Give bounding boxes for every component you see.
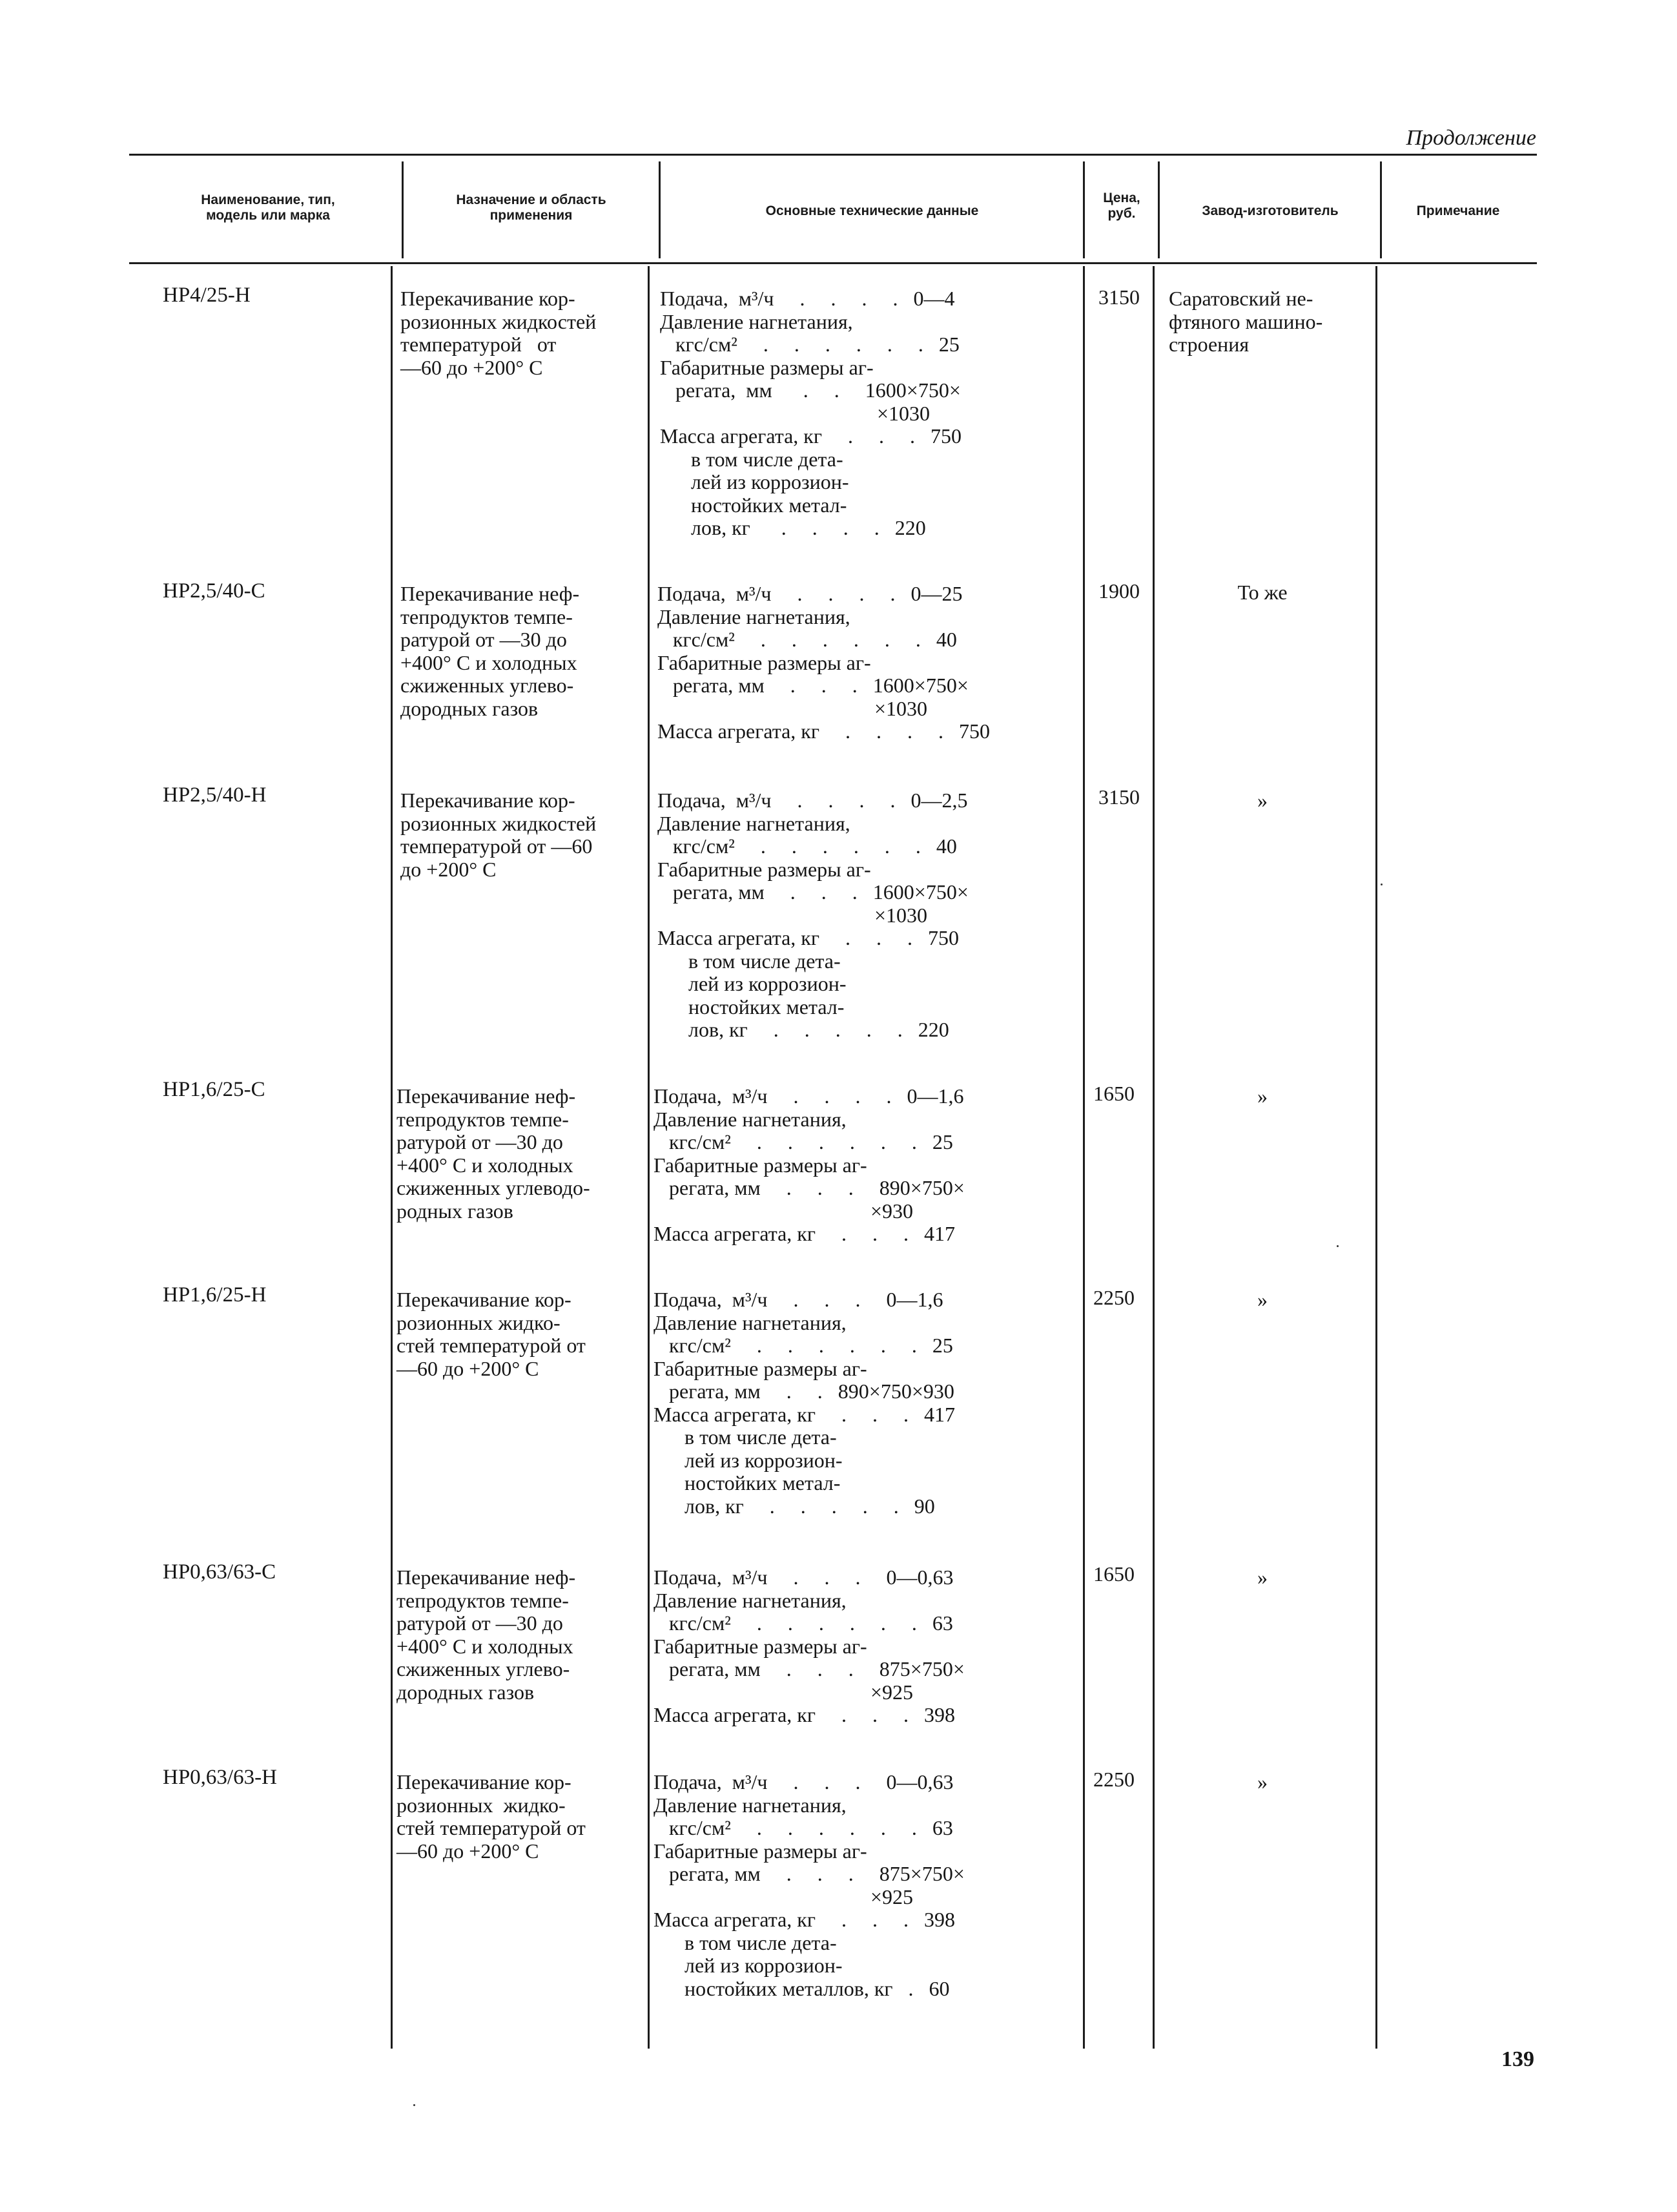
header-divider [1158,161,1160,258]
column-divider [648,266,650,2049]
column-header-price: Цена, руб. [1103,191,1140,221]
header-divider [1083,161,1085,258]
row-model: НР2,5/40-Н [163,783,267,807]
header-divider [659,161,661,258]
column-header-name: Наименование, тип, модель или марка [201,192,335,223]
column-header-purpose: Назначение и область применения [456,192,606,223]
row-price: 2250 [1093,1286,1135,1309]
row-model: НР0,63/63-Н [163,1766,277,1789]
scan-speck [413,2104,415,2106]
row-specs: Подача, м³/ч . . . 0—0,63 Давление нагнетания, кгс/см² . . . . . . 63 Габаритные размеры аг- регата, мм . . . 875×750× ×925 Масса агрегата, кг . . . 398 в том числе дета- лей из коррозион- ностойких металлов, кг . 60 [653,1770,965,2000]
row-purpose: Перекачивание неф- тепродуктов темпе- ратурой от —30 до +400° С и холодных сжиженных углево- дородных газов [396,1566,576,1704]
column-header-note: Примечание [1416,203,1500,218]
row-price: 1650 [1093,1562,1135,1586]
page-number: 139 [1501,2047,1534,2071]
row-maker: Саратовский не- фтяного машино- строения [1169,287,1323,356]
table-header-rule [129,262,1537,264]
row-maker: » [1257,1288,1268,1311]
row-price: 1900 [1098,579,1140,603]
row-specs: Подача, м³/ч . . . 0—0,63 Давление нагнетания, кгс/см² . . . . . . 63 Габаритные размеры аг- регата, мм . . . 875×750× ×925 Масса агрегата, кг . . . 398 [653,1566,965,1726]
row-specs: Подача, м³/ч . . . . 0—2,5 Давление нагнетания, кгс/см² . . . . . . 40 Габаритные размеры аг- регата, мм . . . 1600×750× ×1030 Масса агрегата, кг . . . 750 в том числе дета- лей из коррозион- ностойких метал- лов, кг . . . . . 220 [657,789,969,1041]
row-purpose: Перекачивание кор- розионных жидкостей температурой от —60 до +200° С [400,287,597,379]
header-divider [402,161,404,258]
table-top-rule [129,154,1537,156]
row-maker: » [1257,1566,1268,1589]
row-purpose: Перекачивание неф- тепродуктов темпе- ратурой от —30 до +400° С и холодных сжиженных углеводо- родных газов [396,1084,590,1223]
row-specs: Подача, м³/ч . . . . 0—25 Давление нагнетания, кгс/см² . . . . . . 40 Габаритные размеры аг- регата, мм . . . 1600×750× ×1030 Масса агрегата, кг . . . . 750 [657,582,990,743]
continued-label: Продолжение [1406,126,1536,150]
column-divider [1153,266,1155,2049]
row-model: НР1,6/25-Н [163,1283,267,1307]
column-header-specs: Основные технические данные [765,203,979,218]
row-specs: Подача, м³/ч . . . . 0—1,6 Давление нагнетания, кгс/см² . . . . . . 25 Габаритные размеры аг- регата, мм . . . 890×750× ×930 Масса агрегата, кг . . . 417 [653,1084,965,1245]
row-maker: » [1257,1084,1268,1108]
scan-speck [1381,884,1383,885]
row-maker: » [1257,1770,1268,1793]
row-specs: Подача, м³/ч . . . . 0—4 Давление нагнетания, кгс/см² . . . . . . 25 Габаритные размеры аг- регата, мм . . 1600×750× ×1030 Масса агрегата, кг . . . 750 в том числе дета- лей из коррозион- ностойких метал- лов, кг . . . . 220 [660,287,962,539]
column-divider [1375,266,1377,2049]
row-model: НР0,63/63-С [163,1560,276,1584]
row-purpose: Перекачивание кор- розионных жидко- стей температурой от —60 до +200° С [396,1770,586,1863]
row-purpose: Перекачивание кор- розионных жидко- стей температурой от —60 до +200° С [396,1288,586,1380]
column-divider [391,266,393,2049]
column-header-maker: Завод-изготовитель [1202,203,1339,218]
row-specs: Подача, м³/ч . . . 0—1,6 Давление нагнетания, кгс/см² . . . . . . 25 Габаритные размеры аг- регата, мм . . 890×750×930 Масса агрегата, кг . . . 417 в том числе дета- лей из коррозион- ностойких метал- лов, кг . . . . . 90 [653,1288,955,1518]
row-maker: » [1257,789,1268,812]
header-divider [1380,161,1382,258]
row-price: 1650 [1093,1082,1135,1105]
row-model: НР4/25-Н [163,284,251,307]
row-price: 3150 [1098,785,1140,809]
row-model: НР2,5/40-С [163,579,265,603]
row-model: НР1,6/25-С [163,1078,265,1101]
row-purpose: Перекачивание кор- розионных жидкостей температурой от —60 до +200° С [400,789,597,881]
row-price: 3150 [1098,285,1140,309]
row-maker: То же [1237,581,1288,604]
row-price: 2250 [1093,1768,1135,1791]
row-purpose: Перекачивание неф- тепродуктов темпе- ратурой от —30 до +400° С и холодных сжиженных углево- дородных газов [400,582,580,720]
scan-speck [1337,1245,1339,1247]
